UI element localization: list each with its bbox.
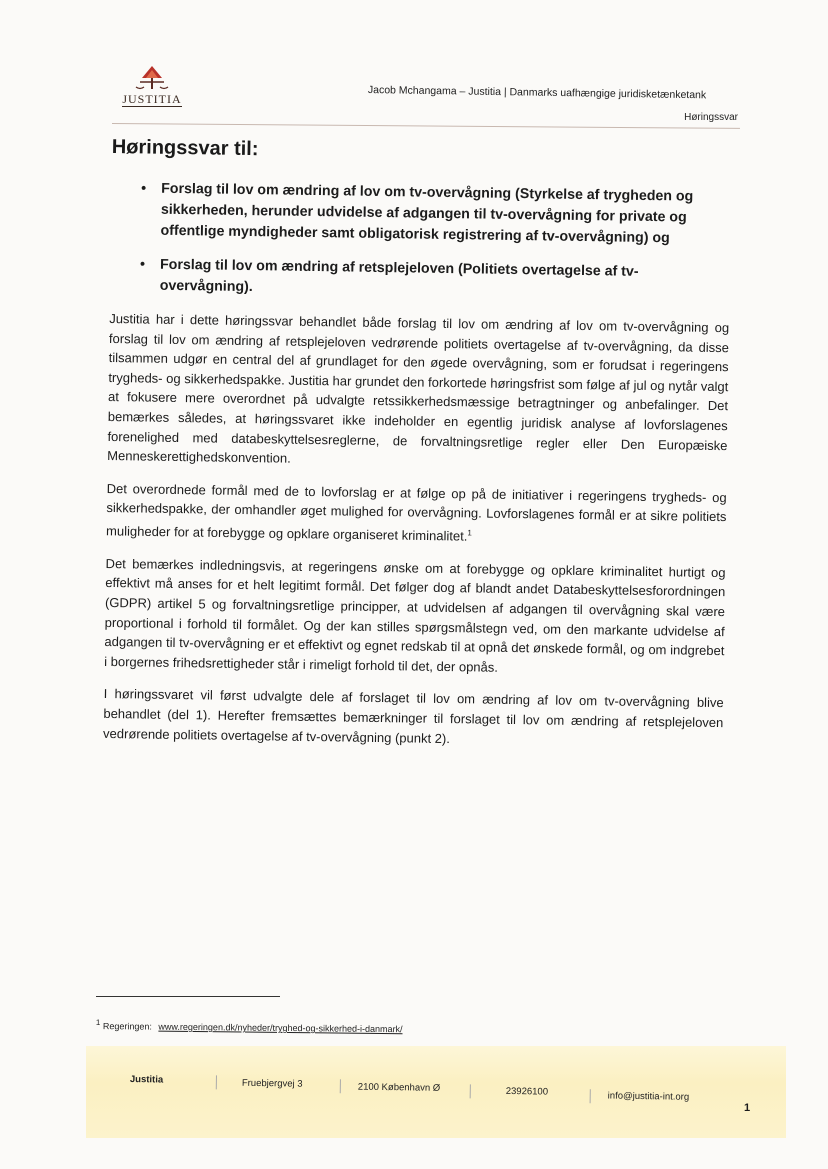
header-divider: [112, 123, 740, 129]
footnote-label: Regeringen:: [102, 1021, 152, 1032]
footer-city: 2100 København Ø: [357, 1081, 441, 1094]
body-paragraph: Justitia har i dette høringssvar behandlet både forslag til lov om ændring af lov om tv-overvågning og forslag til lov om ændring af retsplejeloven vedrørende politiets overtagelse af tv-overvågning, da disse tilsammen udgør en central del af grundlaget for den øgede overvågning, som er forudsat i regeringens trygheds- og sikkerhedspakke. Justitia har grundet den forkortede høringsfrist som følge af jul og nytår valgt at fokusere mere overordnet på udvalgte retssikkerhedsmæssige betragtninger og anbefalinger. Det bemærkes således, at høringssvaret ikke indeholder en egentlig juridisk analyse af lovforslagenes forenelighed med databeskyttelsesreglerne, de forvaltningsretlige regler eller Den Europæiske Menneskerettighedskonvention.: [107, 310, 730, 466]
footnote-divider: [96, 996, 280, 997]
scales-icon: [132, 64, 172, 90]
proposal-list: [110, 178, 732, 305]
body-paragraph: [106, 479, 727, 550]
footnote-reference[interactable]: 1: [467, 528, 472, 538]
logo-wordmark: JUSTITIA: [122, 92, 182, 106]
footer-org: Justitia: [129, 1074, 164, 1086]
page-number: 1: [744, 1102, 751, 1114]
main-content: [103, 134, 732, 765]
footer-email[interactable]: info@justitia-int.org: [607, 1090, 690, 1103]
proposal-item: • Forslag til lov om ændring af retsplejeloven (Politiets overtagelse af tv-overvågning).: [140, 254, 731, 305]
proposal-item: • Forslag til lov om ændring af lov om tv-overvågning (Styrkelse af trygheden og sikkerheden, herunder udvidelse af adgangen til tv-overvågning for private og offentlige myndigheder samt obligatorisk registrering af tv-overvågning) og: [140, 178, 731, 250]
footer-phone: 23926100: [505, 1085, 549, 1098]
footer-separator: [216, 1075, 217, 1089]
footer-separator: [470, 1084, 471, 1098]
header-author-line: Jacob Mchangama – Justitia | Danmarks uafhængige juridisketænketank: [367, 84, 707, 102]
footnote-link[interactable]: www.regeringen.dk/nyheder/tryghed-og-sikkerhed-i-danmark/: [158, 1021, 403, 1035]
footnote: [96, 1018, 403, 1034]
footer-separator: [590, 1089, 591, 1103]
body-paragraph: Det bemærkes indledningsvis, at regeringens ønske om at forebygge og opklare kriminalitet hurtigt og effektivt må anses for et helt legitimt formål. Det følger dog af blandt andet Databeskyttelsesforordningen (GDPR) artikel 5 og forvaltningsretlige principper, at udvidelsen af adgangen til overvågning skal være proportional i forhold til formålet. Og der kan stilles spørgsmålstegn ved, om den markante udvidelse af adgangen til tv-overvågning er et effektivt og egnet redskab til at opnå det ønskede formål, og om indgrebet i borgernes frihedsrettigheder står i rimeligt forhold til det, der opnås.: [104, 555, 726, 675]
body-paragraph: I høringssvaret vil først udvalgte dele af forslaget til lov om ændring af lov om tv-overvågning blive behandlet (del 1). Herefter fremsættes bemærkninger til forslaget til lov om ændring af retsplejeloven vedrørende politiets overtagelse af tv-overvågning (punkt 2).: [103, 686, 724, 746]
footer-street: Fruebjergvej 3: [241, 1077, 303, 1090]
footnote-number: 1: [95, 1018, 101, 1028]
justitia-logo: [112, 64, 192, 108]
page-title: Høringssvar til:: [111, 135, 259, 161]
body-paragraph-text: Det overordnede formål med de to lovforslag er at følge op på de initiativer i regeringens trygheds- og sikkerhedspakke, der omhandler øget mulighed for overvågning. Lovforslagenes formål er at sikre politiets muligheder for at forebygge og opklare organiseret kriminalitet.: [106, 480, 727, 544]
header-document-type: Høringssvar: [684, 112, 738, 123]
footer-separator: [340, 1079, 341, 1093]
